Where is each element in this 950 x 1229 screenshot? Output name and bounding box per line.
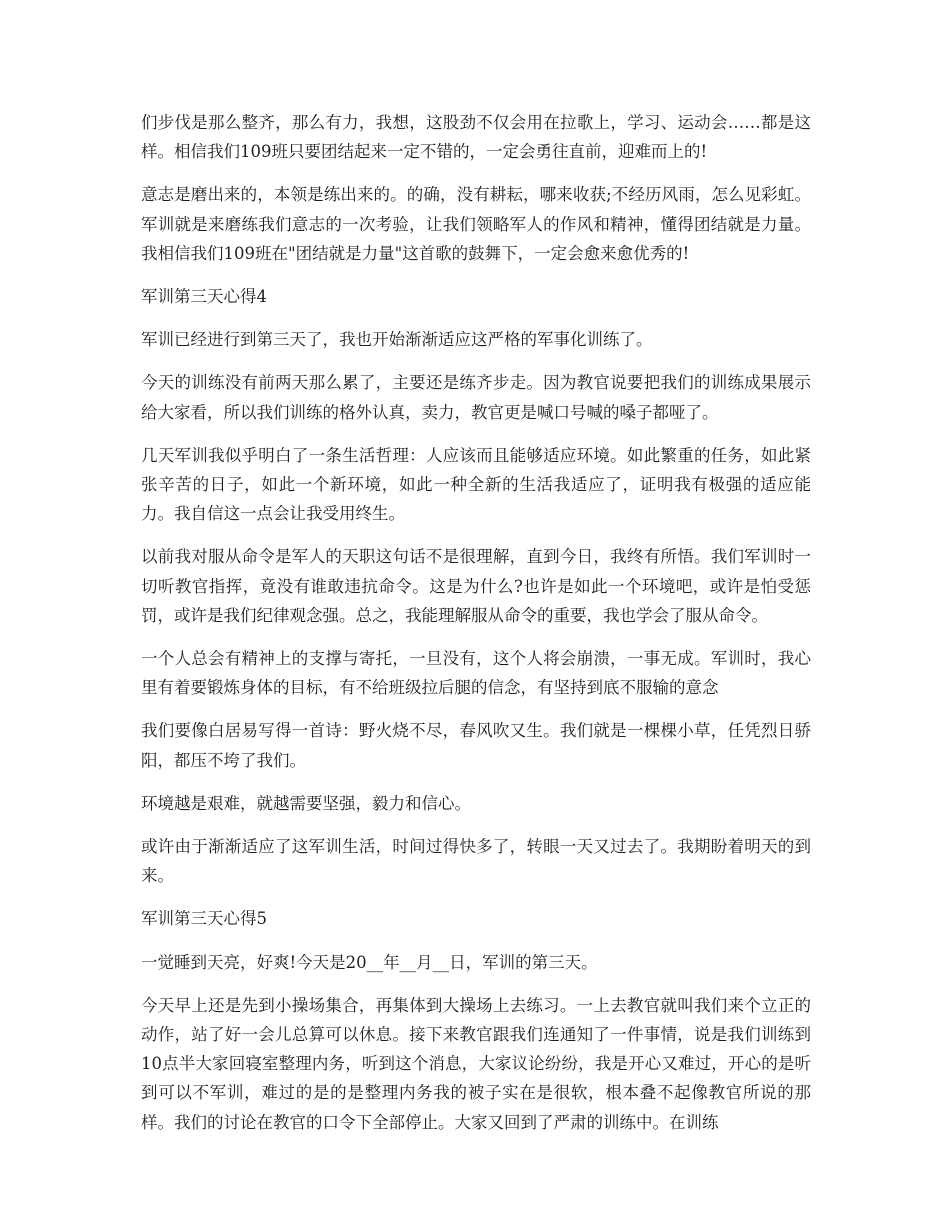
paragraph-11: 一觉睡到天亮，好爽!今天是20__年__月__日，军训的第三天。 — [141, 952, 598, 972]
paragraph-5: 几天军训我似乎明白了一条生活哲理：人应该而且能够适应环境。如此繁重的任务，如此紧张辛苦的日子，如此一个新环境，如此一种全新的生活我适应了，证明我有极强的适应能力。我自信这一点会让我受用终生。 — [141, 445, 811, 524]
section-heading-4: 军训第三天心得4 — [141, 287, 267, 307]
section-heading-5: 军训第三天心得5 — [141, 909, 267, 929]
paragraph-10: 或许由于渐渐适应了这军训生活，时间过得快多了，转眼一天又过去了。我期盼着明天的到来。 — [141, 837, 811, 886]
document-body — [141, 108, 811, 1151]
paragraph-6: 以前我对服从命令是军人的天职这句话不是很理解，直到今日，我终有所悟。我们军训时一切听教官指挥，竟没有谁敢违抗命令。这是为什么?也许是如此一个环境吧，或许是怕受惩罚，或许是我们纪律观念强。总之，我能理解服从命令的重要，我也学会了服从命令。 — [141, 547, 811, 625]
paragraph-3: 军训已经进行到第三天了，我也开始渐渐适应这严格的军事化训练了。 — [141, 330, 653, 350]
paragraph-1: 们步伐是那么整齐，那么有力，我想，这股劲不仅会用在拉歌上，学习、运动会……都是这样。相信我们109班只要团结起来一定不错的，一定会勇往直前，迎难而上的! — [141, 113, 811, 162]
paragraph-2: 意志是磨出来的，本领是练出来的。的确，没有耕耘，哪来收获;不经历风雨，怎么见彩虹。军训就是来磨练我们意志的一次考验，让我们领略军人的作风和精神，懂得团结就是力量。我相信我们109班在"团结就是力量"这首歌的鼓舞下，一定会愈来愈优秀的! — [141, 185, 811, 263]
paragraph-9: 环境越是艰难，就越需要坚强，毅力和信心。 — [141, 793, 471, 813]
paragraph-4: 今天的训练没有前两天那么累了，主要还是练齐步走。因为教官说要把我们的训练成果展示给大家看，所以我们训练的格外认真，卖力，教官更是喊口号喊的嗓子都哑了。 — [141, 373, 811, 422]
paragraph-7: 一个人总会有精神上的支撑与寄托，一旦没有，这个人将会崩溃，一事无成。军训时，我心里有着要锻炼身体的目标，有不给班级拉后腿的信念，有坚持到底不服输的意念 — [141, 649, 811, 698]
paragraph-12: 今天早上还是先到小操场集合，再集体到大操场上去练习。一上去教官就叫我们来个立正的动作，站了好一会儿总算可以休息。接下来教官跟我们连通知了一件事情，说是我们训练到10点半大家回寝室整理内务，听到这个消息，大家议论纷纷，我是开心又难过，开心的是听到可以不军训，难过的是的是整理内务我的被子实在是很软，根本叠不起像教官所说的那样。我们的讨论在教官的口令下全部停止。大家又回到了严肃的训练中。在训练 — [141, 995, 811, 1132]
paragraph-8: 我们要像白居易写得一首诗：野火烧不尽，春风吹又生。我们就是一棵棵小草，任凭烈日骄阳，都压不垮了我们。 — [141, 721, 811, 770]
